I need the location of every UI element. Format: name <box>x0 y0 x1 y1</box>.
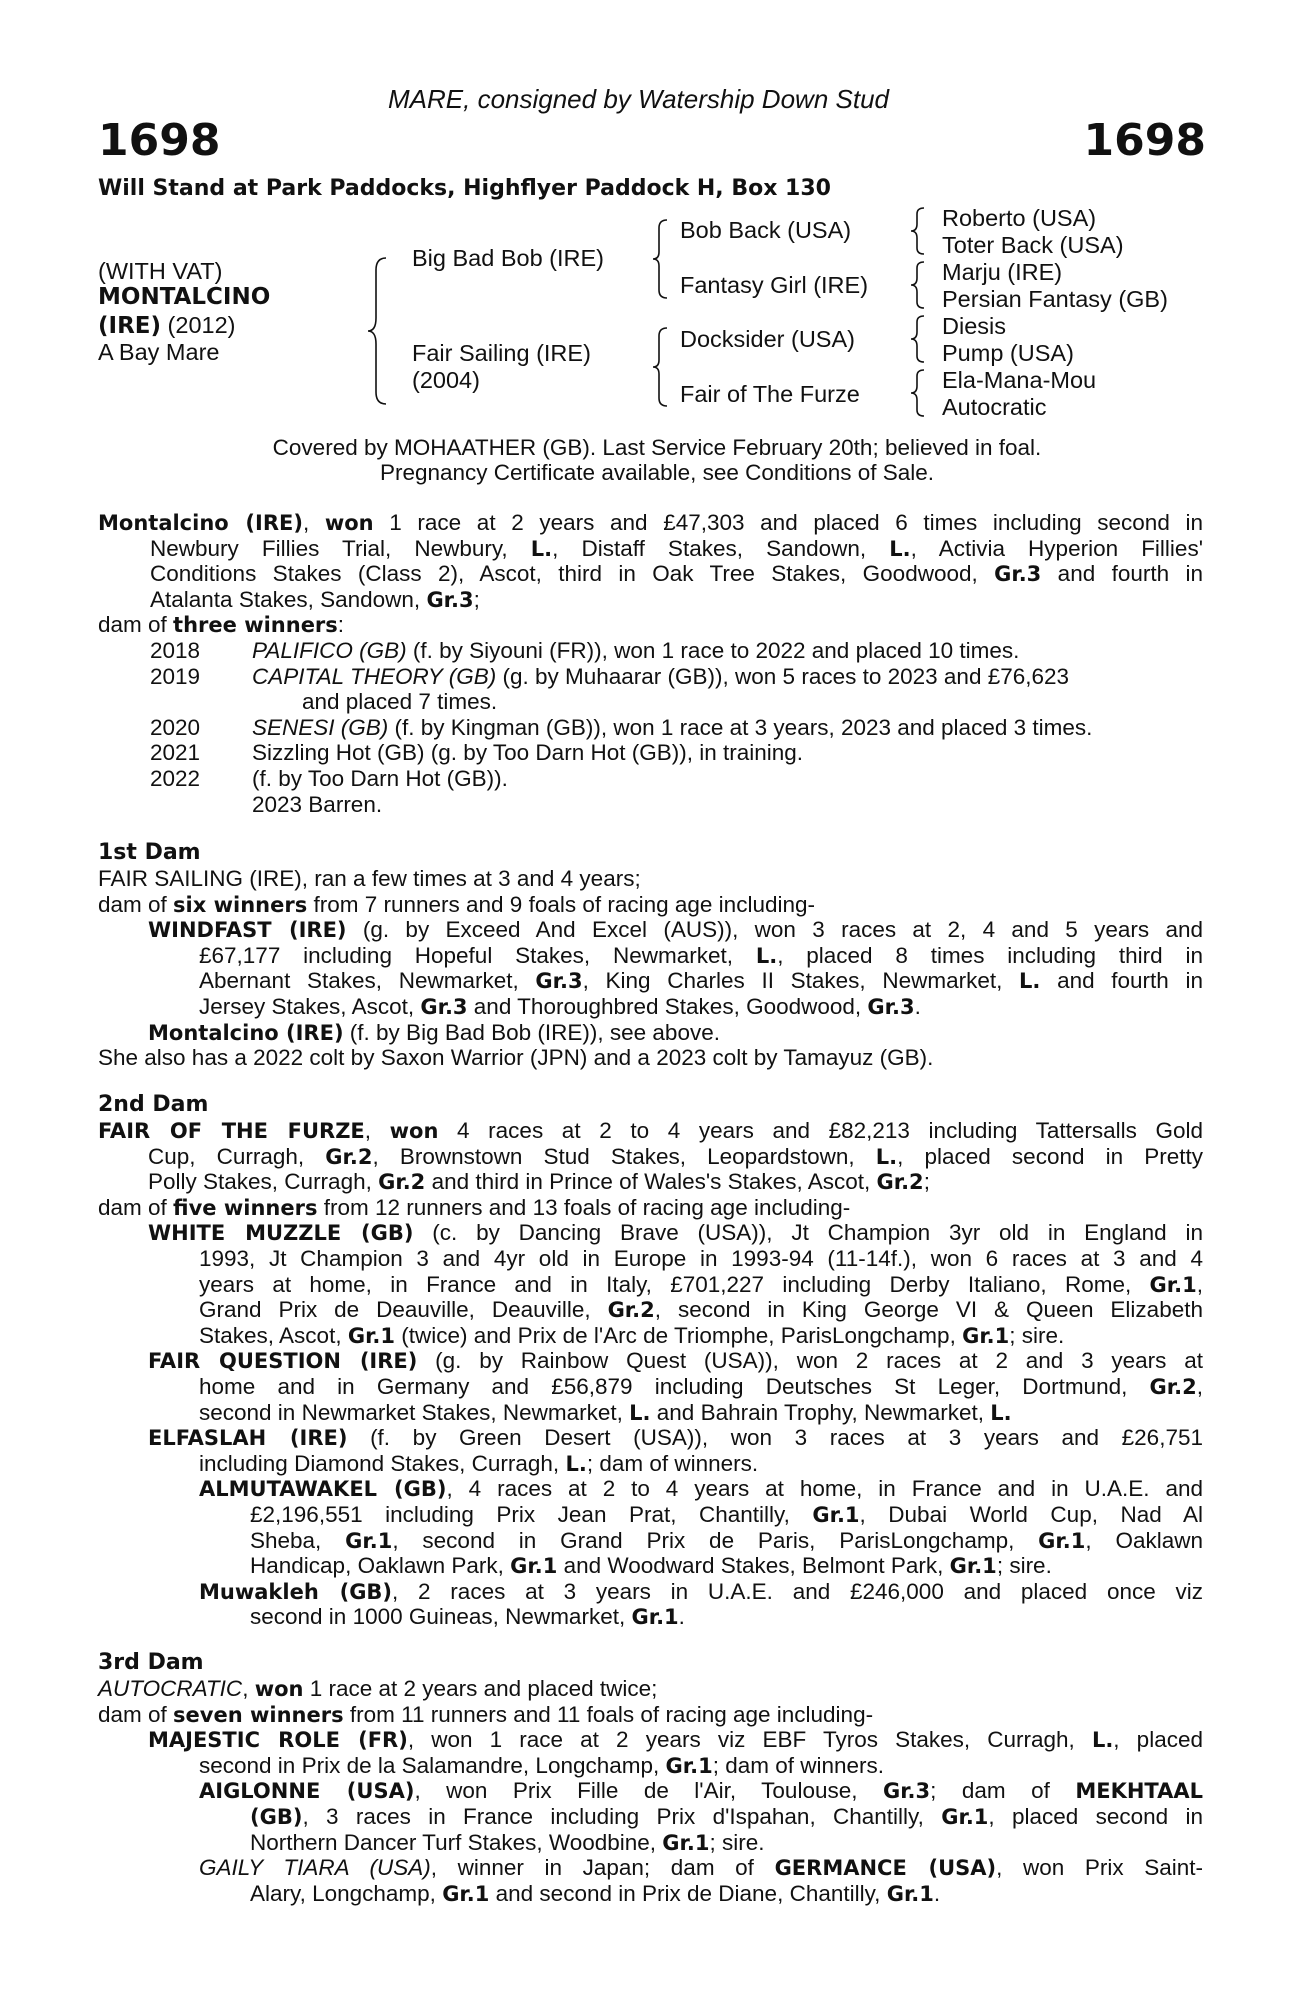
text-line <box>98 1118 1203 1145</box>
bold-run: L. <box>889 536 911 561</box>
text-line <box>250 1804 1203 1831</box>
pedigree-gen4-1: Roberto (USA) <box>942 205 1097 231</box>
bold-run: Gr.1 <box>886 1881 934 1906</box>
consignment-line: MARE, consigned by Watership Down Stud <box>388 84 889 114</box>
bold-run: FAIR OF THE FURZE <box>98 1119 365 1143</box>
italic-run: AUTOCRATIC <box>98 1676 243 1701</box>
produce-year: 2020 <box>150 714 201 740</box>
pedigree-gen4-2: Toter Back (USA) <box>942 232 1124 258</box>
brace-gen3-1 <box>912 206 928 256</box>
bold-run: Gr.1 <box>949 1554 997 1579</box>
produce-year: 2019 <box>150 663 201 689</box>
pedigree-gen3-3: Docksider (USA) <box>680 326 855 352</box>
text-line <box>199 1272 1203 1299</box>
text-run: ; sire. <box>996 1553 1052 1579</box>
bold-run: Gr.3 <box>420 995 468 1019</box>
text-run: Grand Prix de Deauville, Deauville, <box>199 1297 608 1323</box>
bold-run: ALMUTAWAKEL (GB) <box>199 1477 447 1502</box>
text-run: ; dam of <box>930 1778 1076 1804</box>
text-line <box>199 1246 1203 1272</box>
text-run: FAIR SAILING (IRE), ran a few times at 3 and 4 years; <box>98 866 641 891</box>
horse-description: A Bay Mare <box>98 339 220 365</box>
italic-run: SENESI (GB) <box>252 714 389 740</box>
text-run: , <box>364 1118 390 1143</box>
text-run: , second in Grand Prix de Paris, ParisLongchamp, <box>392 1527 1039 1553</box>
pedigree-gen3-1: Bob Back (USA) <box>680 217 852 243</box>
text-line <box>199 1323 1064 1350</box>
text-run: (f. by Kingman (GB)), won 1 race at 3 years, 2023 and placed 3 times. <box>388 714 1093 740</box>
bold-run: MEKHTAAL <box>1075 1779 1204 1804</box>
bold-run: Gr.3 <box>535 969 583 994</box>
text-run: , placed second in <box>988 1804 1203 1829</box>
text-run: , King Charles II Stakes, Newmarket, <box>582 968 1020 994</box>
bold-run: Gr.2 <box>607 1298 655 1323</box>
text-run: ; dam of winners. <box>712 1752 885 1778</box>
lot-number-left: 1698 <box>98 115 221 166</box>
brace-gen2-sire <box>655 218 671 300</box>
bold-run: L. <box>875 1144 898 1169</box>
text-run: (f. by Too Darn Hot (GB)). <box>252 766 508 791</box>
text-line <box>250 1502 1203 1529</box>
bold-run: Gr.1 <box>812 1503 860 1527</box>
bold-run: Gr.1 <box>962 1323 1010 1348</box>
bold-run: L. <box>530 536 553 561</box>
text-run: and Thoroughbred Stakes, Goodwood, <box>467 994 868 1019</box>
text-line <box>250 1830 765 1857</box>
text-run: dam of <box>98 1701 174 1727</box>
text-line <box>199 994 921 1021</box>
produce-entry-continued: and placed 7 times. <box>302 689 498 715</box>
text-run: 2023 Barren. <box>252 791 383 817</box>
dam3-heading: 3rd Dam <box>98 1650 204 1675</box>
text-line <box>250 1604 685 1631</box>
text-line <box>148 1425 1203 1452</box>
covered-line: Covered by MOHAATHER (GB). Last Service February 20th; believed in foal. <box>272 435 1042 460</box>
text-run: 4 races at 2 to 4 years and £82,213 including Tattersalls Gold <box>438 1118 1203 1143</box>
text-run: , winner in Japan; dam of <box>430 1855 775 1881</box>
text-run: ; sire. <box>709 1829 765 1855</box>
text-line <box>199 1753 884 1780</box>
italic-run: PALIFICO (GB) <box>252 638 407 663</box>
text-line <box>250 1881 940 1908</box>
text-line <box>98 866 641 892</box>
bold-run: Gr.2 <box>325 1144 373 1169</box>
text-line <box>250 1553 1052 1580</box>
dam-line2: (2004) <box>412 367 480 393</box>
bold-run: Gr.3 <box>867 995 915 1019</box>
text-line <box>150 587 480 614</box>
text-run: Atalanta Stakes, Sandown, <box>150 586 427 612</box>
text-run: Sizzling Hot (GB) (g. by Too Darn Hot (GB)), in training. <box>252 740 804 766</box>
text-run: She also has a 2022 colt by Saxon Warrior (JPN) and a 2023 colt by Tamayuz (GB). <box>98 1045 934 1071</box>
sire: Big Bad Bob (IRE) <box>412 245 605 271</box>
text-line <box>98 510 1203 537</box>
brace-gen3-4 <box>912 368 928 418</box>
text-run: Abernant Stakes, Newmarket, <box>199 968 536 994</box>
bold-run: Gr.3 <box>994 562 1042 587</box>
text-run: (f. by Siyouni (FR)), won 1 race to 2022 and placed 10 times. <box>406 638 1020 663</box>
bold-run: Gr.1 <box>1149 1272 1197 1297</box>
bold-run: Gr.1 <box>631 1605 679 1630</box>
text-run: second in 1000 Guineas, Newmarket, <box>250 1604 632 1630</box>
text-line <box>98 1045 933 1071</box>
bold-run: Gr.2 <box>1149 1375 1197 1399</box>
text-run: £2,196,551 including Prix Jean Prat, Chantilly, <box>250 1502 813 1527</box>
text-run: dam of <box>98 1194 174 1220</box>
bold-run: (GB) <box>250 1805 303 1829</box>
text-line <box>148 1020 720 1047</box>
bold-run: Montalcino (IRE) <box>98 511 303 535</box>
brace-gen3-2 <box>912 260 928 310</box>
text-run: (c. by Dancing Brave (USA)), Jt Champion 3yr old in England in <box>413 1220 1203 1246</box>
brace-gen3-3 <box>912 314 928 364</box>
text-run: (g. by Rainbow Quest (USA)), won 2 races at 2 and 3 years at <box>417 1348 1203 1374</box>
bold-run: L. <box>629 1400 651 1425</box>
lot-number-right: 1698 <box>1083 115 1206 166</box>
text-run: Alary, Longchamp, <box>250 1880 443 1906</box>
text-run: . <box>933 1880 941 1906</box>
text-run: . <box>914 994 921 1019</box>
text-run: and fourth in <box>1040 968 1203 994</box>
horse-origin-year <box>98 312 235 339</box>
bold-run: L. <box>1019 969 1041 994</box>
bold-run: Gr.2 <box>876 1170 924 1195</box>
text-run: , placed <box>1113 1727 1203 1753</box>
text-run: Conditions Stakes (Class 2), Ascot, third in Oak Tree Stakes, Goodwood, <box>150 561 995 587</box>
text-run: , Distaff Stakes, Sandown, <box>552 535 890 561</box>
text-line <box>199 968 1203 995</box>
italic-run: CAPITAL THEORY (GB) <box>252 663 497 689</box>
text-run: from 12 runners and 13 foals of racing age including- <box>317 1194 851 1220</box>
pedigree-gen4-7: Ela-Mana-Mou <box>942 367 1097 393</box>
text-line <box>148 1169 930 1196</box>
text-run: Handicap, Oaklawn Park, <box>250 1553 511 1579</box>
bold-run: three winners <box>173 613 338 638</box>
bold-run: won <box>254 1677 304 1701</box>
bold-run: Gr.2 <box>378 1170 426 1195</box>
pedigree-gen3-2: Fantasy Girl (IRE) <box>680 272 869 298</box>
dam2-heading: 2nd Dam <box>98 1092 209 1117</box>
text-run: ; sire. <box>1009 1322 1065 1348</box>
text-run: (f. by Green Desert (USA)), won 3 races at 3 years and £26,751 <box>347 1425 1203 1451</box>
bold-run: Gr.1 <box>665 1753 713 1778</box>
text-line <box>148 1144 1203 1171</box>
text-run: dam of <box>98 612 174 638</box>
text-run: dam of <box>98 891 174 917</box>
text-run: , Brownstown Stud Stakes, Leopardstown, <box>372 1143 876 1169</box>
text-run: and Bahrain Trophy, Newmarket, <box>650 1399 991 1425</box>
text-run: ; <box>473 586 480 612</box>
text-run: (f. by Big Bad Bob (IRE)), see above. <box>343 1019 720 1045</box>
text-run: , 2 races at 3 years in U.A.E. and £246,000 and placed once viz <box>392 1578 1203 1604</box>
text-line <box>148 1727 1203 1754</box>
italic-run: GAILY TIARA (USA) <box>199 1855 431 1881</box>
bold-run: Gr.1 <box>510 1554 558 1579</box>
text-line <box>98 1702 873 1729</box>
text-line <box>98 892 815 919</box>
text-line <box>199 1297 1203 1324</box>
horse-name: MONTALCINO <box>98 284 271 310</box>
bold-run: five winners <box>173 1195 318 1220</box>
bold-run: WINDFAST (IRE) <box>148 918 347 943</box>
text-run: (g. by Exceed And Excel (AUS)), won 3 races at 2, 4 and 5 years and <box>346 917 1203 943</box>
bold-run: Gr.3 <box>882 1779 931 1804</box>
bold-run: Montalcino (IRE) <box>148 1020 344 1045</box>
text-run: £67,177 including Hopeful Stakes, Newmarket, <box>199 942 756 968</box>
text-run: , <box>302 510 325 535</box>
bold-run: Muwakleh (GB) <box>199 1579 393 1604</box>
text-run: second in Newmarket Stakes, Newmarket, <box>199 1399 630 1425</box>
text-line <box>199 1579 1203 1606</box>
bold-run: L. <box>990 1400 1012 1425</box>
text-run: , won Prix Fille de l'Air, Toulouse, <box>414 1778 883 1804</box>
stand-location: Will Stand at Park Paddocks, Highflyer Paddock H, Box 130 <box>98 176 831 201</box>
brace-gen2-dam <box>655 326 671 408</box>
bold-run: L. <box>755 943 778 968</box>
horse-year: (2012) <box>161 312 236 338</box>
produce-year: 2021 <box>150 740 201 766</box>
text-run: Cup, Curragh, <box>148 1143 326 1169</box>
text-run: and fourth in <box>1041 561 1203 587</box>
text-run: , placed 8 times including third in <box>777 942 1203 968</box>
text-run: , <box>242 1676 255 1701</box>
text-run: , Activia Hyperion Fillies' <box>910 535 1203 561</box>
produce-entry <box>252 766 508 792</box>
bold-run: Gr.1 <box>662 1830 710 1855</box>
text-run: and second in Prix de Diane, Chantilly, <box>489 1880 887 1906</box>
bold-run: Gr.1 <box>941 1805 989 1829</box>
pedigree-gen4-4: Persian Fantasy (GB) <box>942 286 1168 312</box>
text-run: Sheba, <box>250 1527 346 1553</box>
produce-year: 2022 <box>150 766 201 791</box>
bold-run: L. <box>565 1451 587 1476</box>
text-run: Jersey Stakes, Ascot, <box>199 994 421 1019</box>
text-run: , second in King George VI & Queen Elizabeth <box>654 1297 1203 1323</box>
pedigree-gen4-3: Marju (IRE) <box>942 259 1063 285</box>
produce-year: 2018 <box>150 638 201 663</box>
text-run: ; <box>923 1169 930 1195</box>
text-run: from 11 runners and 11 foals of racing age including- <box>343 1701 874 1727</box>
produce-entry <box>252 740 803 766</box>
pedigree-gen4-5: Diesis <box>942 313 1006 339</box>
text-run: home and in Germany and £56,879 including Deutsches St Leger, Dortmund, <box>199 1374 1150 1399</box>
text-run: ; dam of winners. <box>586 1450 759 1476</box>
bold-run: WHITE MUZZLE (GB) <box>148 1221 414 1246</box>
text-line <box>199 1855 1203 1882</box>
bold-run: Gr.1 <box>347 1323 396 1348</box>
text-line <box>98 1195 850 1222</box>
bold-run: six winners <box>173 892 308 917</box>
text-run: Stakes, Ascot, <box>199 1322 348 1348</box>
text-run: , Oaklawn <box>1085 1527 1203 1553</box>
produce-entry <box>252 664 1069 690</box>
text-line <box>150 561 1203 588</box>
dam-line1: Fair Sailing (IRE) <box>412 340 591 366</box>
bold-run: FAIR QUESTION (IRE) <box>148 1349 418 1374</box>
text-run: second in Prix de la Salamandre, Longchamp, <box>199 1752 666 1778</box>
text-run: (g. by Muhaarar (GB)), won 5 races to 2023 and £76,623 <box>496 663 1070 689</box>
bold-run: Gr.3 <box>426 587 474 612</box>
text-line <box>148 917 1203 944</box>
brace-gen1 <box>372 256 388 406</box>
text-run: 1 race at 2 years and placed twice; <box>303 1676 658 1701</box>
text-run: Polly Stakes, Curragh, <box>148 1169 379 1195</box>
pedigree-gen3-4: Fair of The Furze <box>680 381 860 407</box>
text-run: , placed second in Pretty <box>897 1143 1203 1169</box>
text-line <box>148 1220 1203 1247</box>
bold-run: won <box>324 511 374 535</box>
text-run: : <box>337 612 345 638</box>
text-run: , <box>1196 1374 1203 1399</box>
text-run: . <box>678 1604 685 1630</box>
text-line <box>199 1400 1012 1427</box>
text-line <box>98 612 344 639</box>
text-run: and Woodward Stakes, Belmont Park, <box>557 1553 950 1579</box>
text-run: Newbury Fillies Trial, Newbury, <box>150 535 531 561</box>
horse-origin: (IRE) <box>98 313 162 339</box>
produce-entry <box>252 638 1019 664</box>
text-run: 1993, Jt Champion 3 and 4yr old in Europe in 1993-94 (11-14f.), won 6 races at 3 and 4 <box>199 1246 1203 1271</box>
bold-run: Gr.1 <box>1038 1528 1086 1553</box>
bold-run: MAJESTIC ROLE (FR) <box>148 1728 408 1753</box>
text-run: , won 1 race at 2 years viz EBF Tyros Stakes, Curragh, <box>407 1727 1092 1753</box>
text-run: , <box>1196 1271 1203 1297</box>
bold-run: won <box>389 1119 439 1143</box>
text-line <box>148 1348 1203 1375</box>
pedigree-gen4-8: Autocratic <box>942 394 1047 420</box>
bold-run: ELFASLAH (IRE) <box>148 1426 348 1451</box>
text-line <box>199 943 1203 970</box>
text-run: years at home, in France and in Italy, £701,227 including Derby Italiano, Rome, <box>199 1271 1150 1297</box>
text-line <box>199 1374 1203 1401</box>
bold-run: Gr.1 <box>442 1881 490 1906</box>
pedigree-gen4-6: Pump (USA) <box>942 340 1074 366</box>
text-run: , 4 races at 2 to 4 years at home, in France and in U.A.E. and <box>446 1476 1204 1502</box>
text-line <box>199 1476 1203 1503</box>
produce-entry <box>252 792 382 818</box>
bold-run: L. <box>1091 1728 1114 1753</box>
text-run: , Dubai World Cup, Nad Al <box>859 1502 1203 1527</box>
bold-run: GERMANCE (USA) <box>774 1856 997 1881</box>
text-run: , won Prix Saint- <box>996 1855 1204 1881</box>
produce-entry <box>252 715 1092 741</box>
text-line <box>199 1451 758 1478</box>
pregnancy-line: Pregnancy Certificate available, see Conditions of Sale. <box>379 460 935 485</box>
bold-run: seven winners <box>173 1702 344 1727</box>
text-run: including Diamond Stakes, Curragh, <box>199 1450 566 1476</box>
text-line <box>199 1778 1203 1805</box>
text-line <box>250 1528 1203 1555</box>
text-line <box>150 536 1203 563</box>
bold-run: Gr.1 <box>345 1528 393 1553</box>
text-run: (twice) and Prix de l'Arc de Triomphe, ParisLongchamp, <box>395 1322 963 1348</box>
text-run: 1 race at 2 years and £47,303 and placed 6 times including second in <box>373 510 1203 535</box>
text-run: Northern Dancer Turf Stakes, Woodbine, <box>250 1829 663 1855</box>
vat-note: (WITH VAT) <box>98 258 223 284</box>
text-run: , 3 races in France including Prix d'Ispahan, Chantilly, <box>302 1804 942 1829</box>
bold-run: AIGLONNE (USA) <box>199 1779 415 1804</box>
text-line <box>98 1676 657 1703</box>
dam1-heading: 1st Dam <box>98 840 201 865</box>
text-run: and third in Prince of Wales's Stakes, Ascot, <box>425 1169 877 1195</box>
text-run: from 7 runners and 9 foals of racing age including- <box>307 891 815 917</box>
